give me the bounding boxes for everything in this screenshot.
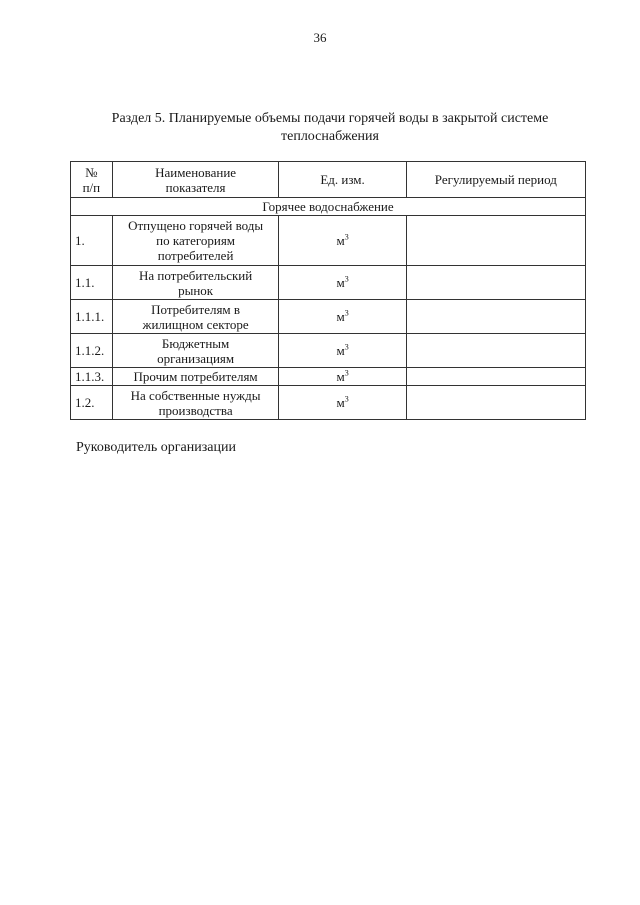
unit-base: м <box>336 369 345 384</box>
row-name-line: организациям <box>157 350 235 366</box>
row-name <box>112 386 279 420</box>
unit-exponent: 3 <box>344 274 349 284</box>
header-num-line-2: п/п <box>82 179 101 195</box>
header-unit: Ед. изм. <box>279 162 406 198</box>
unit-exponent: 3 <box>344 394 349 404</box>
row-period <box>406 300 585 334</box>
header-num-line-1: № <box>85 164 98 180</box>
row-name-line: рынок <box>178 282 214 298</box>
row-num: 1.1.1. <box>71 300 113 334</box>
header-name <box>112 162 279 198</box>
row-name-line: На потребительский <box>138 267 253 283</box>
header-name-line-2: показателя <box>165 179 226 195</box>
row-name-line: потребителей <box>157 248 234 263</box>
page-number: 36 <box>313 30 327 45</box>
row-name-line: Прочим потребителям <box>133 369 258 384</box>
unit-exponent: 3 <box>344 308 349 318</box>
unit-base: м <box>336 343 345 358</box>
unit-exponent: 3 <box>344 342 349 352</box>
row-name <box>112 300 279 334</box>
row-name-line: Бюджетным <box>161 335 230 351</box>
unit-base: м <box>336 309 345 324</box>
row-name <box>112 334 279 368</box>
row-name-line: На собственные нужды <box>130 387 261 403</box>
table-row <box>71 368 586 386</box>
row-num: 1.1.3. <box>71 368 113 386</box>
row-period <box>406 334 585 368</box>
row-unit <box>279 386 406 420</box>
section-title-line-2: теплоснабжения <box>281 129 379 144</box>
row-num: 1.1.2. <box>71 334 113 368</box>
row-name-line: производства <box>158 402 233 418</box>
group-row <box>71 198 586 216</box>
table-row <box>71 216 586 266</box>
group-label: Горячее водоснабжение <box>71 198 586 216</box>
unit-base: м <box>336 275 345 290</box>
table-row <box>71 300 586 334</box>
row-num: 1. <box>71 216 113 266</box>
row-num: 1.2. <box>71 386 113 420</box>
row-unit <box>279 266 406 300</box>
table-row <box>71 386 586 420</box>
row-name <box>112 266 279 300</box>
unit-exponent: 3 <box>344 368 349 378</box>
unit-exponent: 3 <box>344 232 349 242</box>
row-period <box>406 368 585 386</box>
unit-base: м <box>336 233 345 248</box>
row-unit <box>279 216 406 266</box>
row-name-line: жилищном секторе <box>142 316 249 332</box>
header-period: Регулируемый период <box>406 162 585 198</box>
row-name <box>112 216 279 266</box>
row-period <box>406 266 585 300</box>
row-period <box>406 216 585 266</box>
signature-label: Руководитель организации <box>76 440 236 455</box>
row-unit <box>279 334 406 368</box>
row-name-line: Потребителям в <box>151 301 241 317</box>
row-name-line: по категориям <box>156 233 236 248</box>
row-unit <box>279 300 406 334</box>
row-name-line: Отпущено горячей воды <box>128 218 264 233</box>
table-row <box>71 334 586 368</box>
section-title-line-1: Раздел 5. Планируемые объемы подачи горячей воды в закрытой системе <box>111 111 549 126</box>
row-unit <box>279 368 406 386</box>
indicators-table <box>70 161 586 420</box>
row-num: 1.1. <box>71 266 113 300</box>
header-num <box>71 162 113 198</box>
row-period <box>406 386 585 420</box>
unit-base: м <box>336 395 345 410</box>
row-name <box>112 368 279 386</box>
table-row <box>71 266 586 300</box>
table-header-row <box>71 162 586 198</box>
section-title <box>70 110 590 146</box>
header-name-line-1: Наименование <box>155 164 237 180</box>
